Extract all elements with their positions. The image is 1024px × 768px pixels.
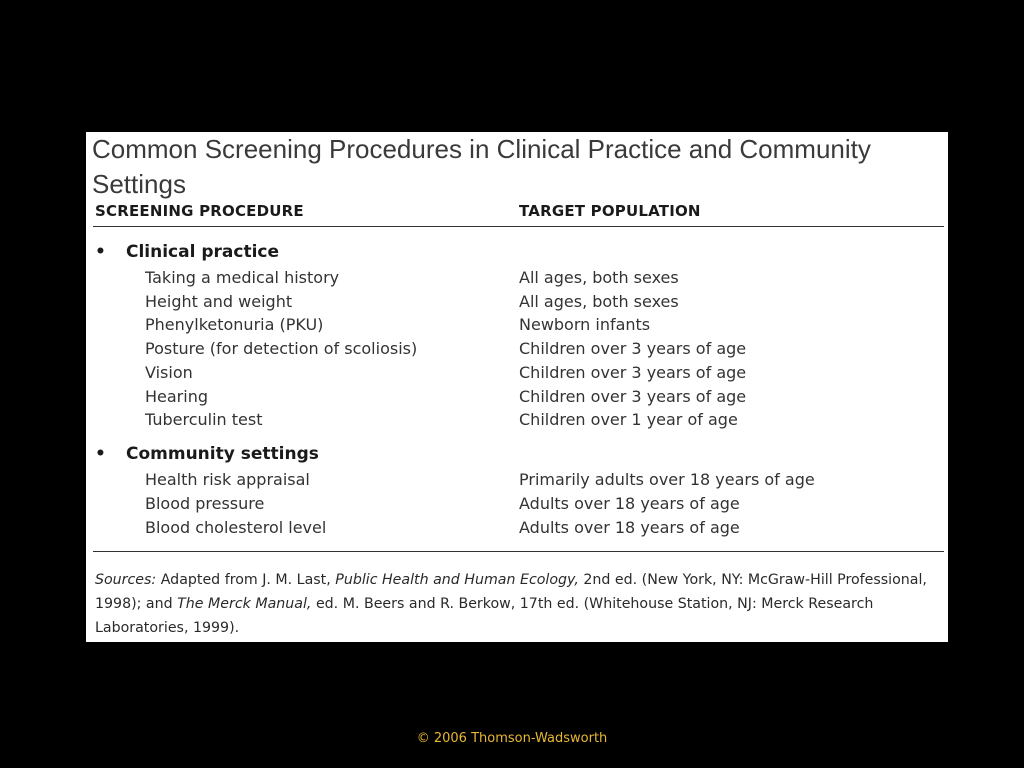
table-row [86,387,948,411]
footer-divider [93,551,944,552]
table-row [86,268,948,292]
table-row [86,518,948,542]
section-heading [95,444,319,464]
target-cell: Children over 3 years of age [519,363,747,382]
target-cell: Primarily adults over 18 years of age [519,470,815,489]
sources-label: Sources: [95,572,157,588]
procedure-cell: Blood pressure [145,494,265,513]
table-row [86,470,948,494]
copyright-notice: © 2006 Thomson-Wadsworth [416,731,608,746]
sources-text-1: Adapted from J. M. Last, [156,572,336,588]
table-title: Common Screening Procedures in Clinical Practice and Community Settings [92,134,871,199]
section-heading-label: Clinical practice [126,242,280,262]
sources-book-2: The Merck Manual, [177,596,312,612]
procedure-cell: Blood cholesterol level [145,518,327,537]
sources-book-1: Public Health and Human Ecology, [335,572,579,588]
target-cell: Children over 3 years of age [519,387,747,406]
procedure-cell: Height and weight [145,292,293,311]
table-row [86,339,948,363]
target-cell: All ages, both sexes [519,292,679,311]
sources-text-2: 2nd ed. (New York, NY: McGraw-Hill Professional, 1998); and [95,572,927,612]
section-heading-label: Community settings [126,444,319,464]
table-row [86,315,948,339]
table-row [86,292,948,316]
table-row [86,363,948,387]
column-header-target: TARGET POPULATION [519,202,701,220]
table-row [86,410,948,434]
sources-text-3: ed. M. Beers and R. Berkow, 17th ed. (Whitehouse Station, NJ: Merck Research Laboratories, 1999). [95,596,874,636]
bullet-icon: • [95,242,106,262]
procedure-cell: Phenylketonuria (PKU) [145,315,324,334]
sources-note [95,568,940,640]
section-heading [95,242,279,262]
target-cell: Children over 1 year of age [519,410,738,429]
procedure-cell: Posture (for detection of scoliosis) [145,339,418,358]
procedure-cell: Tuberculin test [145,410,263,429]
procedure-cell: Health risk appraisal [145,470,310,489]
column-header-procedure: SCREENING PROCEDURE [95,202,304,220]
target-cell: Children over 3 years of age [519,339,747,358]
table-card [86,132,948,642]
target-cell: Adults over 18 years of age [519,518,740,537]
table-row [86,494,948,518]
header-divider [93,226,944,227]
target-cell: All ages, both sexes [519,268,679,287]
procedure-cell: Taking a medical history [145,268,340,287]
target-cell: Newborn infants [519,315,651,334]
bullet-icon: • [95,444,106,464]
procedure-cell: Vision [145,363,193,382]
procedure-cell: Hearing [145,387,208,406]
target-cell: Adults over 18 years of age [519,494,740,513]
